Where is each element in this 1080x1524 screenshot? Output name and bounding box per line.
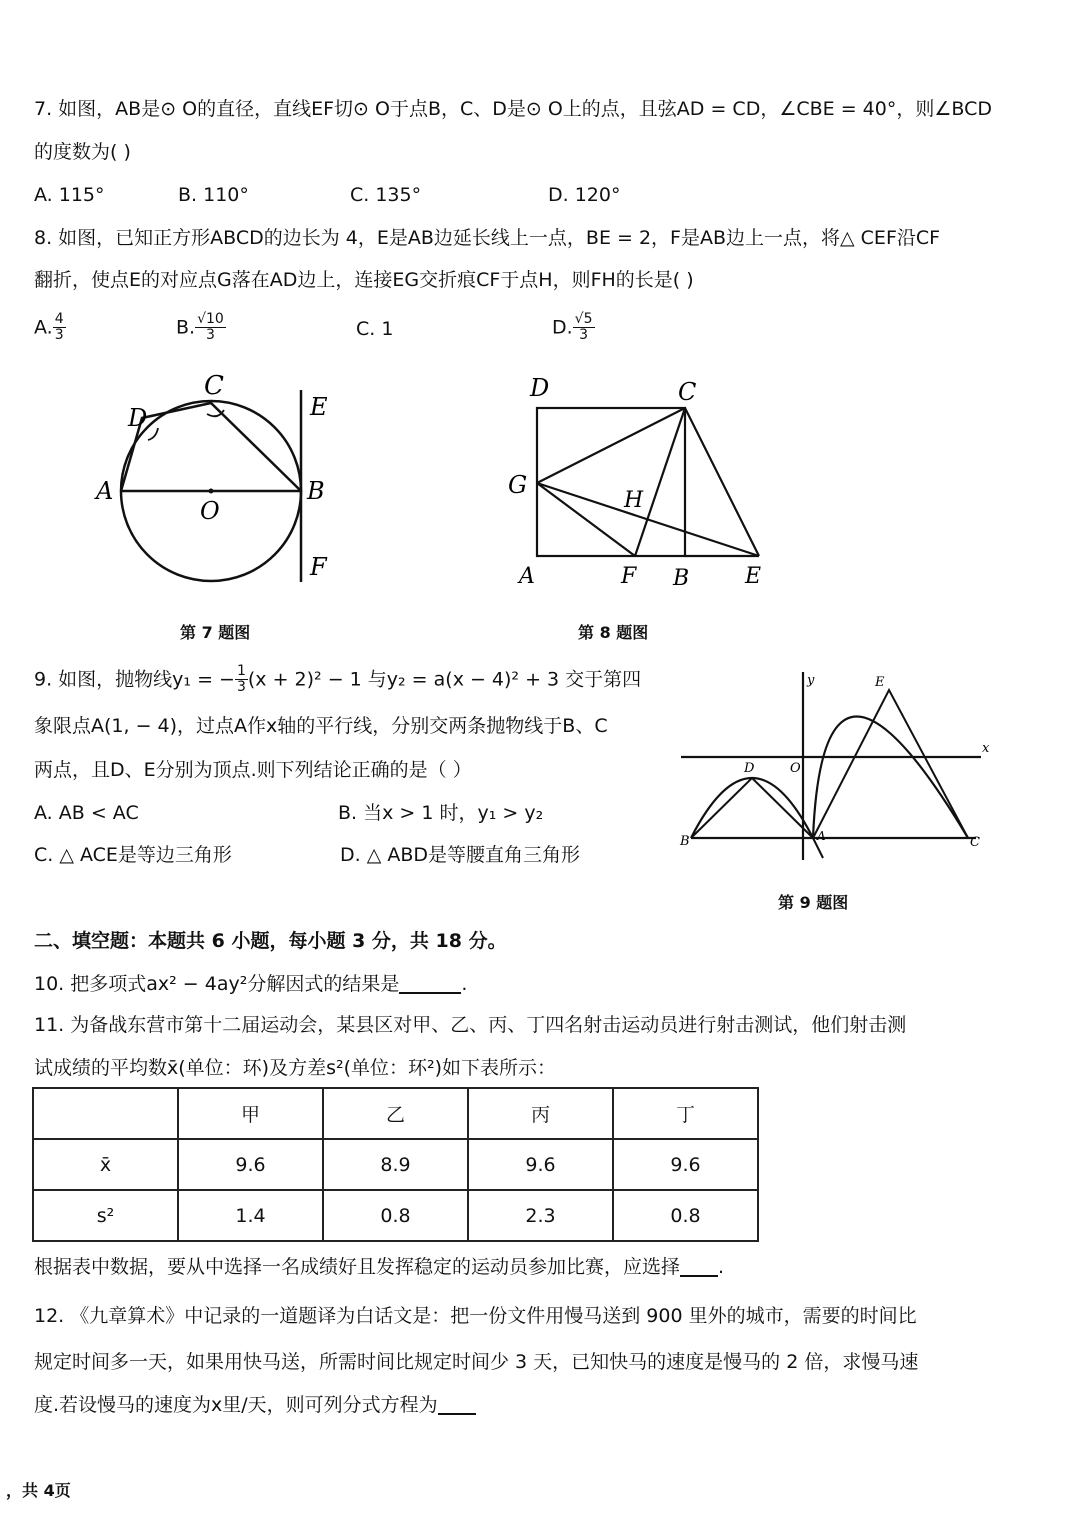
q7-option-a: A. 115° [34,184,105,206]
fig9-label-e: E [875,675,885,690]
table-cell: 0.8 [613,1190,758,1241]
q12-stem-line1: 12. 《九章算术》中记录的一道题译为白话文是：把一份文件用慢马送到 900 里外的城市，需要的时间比 [34,1305,917,1327]
fig8-label-e: E [745,564,762,589]
table-header-cell: 丙 [468,1088,613,1139]
table-row [33,1139,758,1190]
fig8-label-b: B [673,566,690,591]
fig9-label-x: x [982,741,990,756]
q11-answer-blank[interactable] [680,1257,718,1277]
section-2-heading: 二、填空题：本题共 6 小题，每小题 3 分，共 18 分。 [34,930,507,952]
table-cell: s² [33,1190,178,1241]
fig7-label-f: F [310,553,327,581]
figure-7-circle-diagram [90,370,350,600]
table-cell: 8.9 [323,1139,468,1190]
table-cell: 0.8 [323,1190,468,1241]
q9-stem-line2: 象限点A(1, − 4)，过点A作x轴的平行线，分别交两条抛物线于B、C [34,715,608,737]
fig8-label-d: D [530,374,550,402]
q7-stem-line2: 的度数为( ) [34,141,131,163]
figure-9-caption: 第 9 题图 [778,893,849,912]
q11-question: 根据表中数据，要从中选择一名成绩好且发挥稳定的运动员参加比赛，应选择 . [34,1256,725,1278]
q8-option-a: A. $\frac{4}{3}$ [34,311,64,344]
table-cell: 1.4 [178,1190,323,1241]
q9-stem-line1: 9. 如图，抛物线y₁ = − $\frac{1}{3}$ (x + 2)² − 1 与y₂ = a(x − 4)² + 3 交于第四 [34,663,642,696]
fig9-label-c: C [970,835,980,850]
table-header-cell [33,1088,178,1139]
q9-option-c: C. △ ACE是等边三角形 [34,844,232,866]
fig8-label-c: C [678,378,697,406]
q11-stem-line2: 试成绩的平均数x̄(单位：环)及方差s²(单位：环²)如下表所示： [34,1057,557,1079]
table-cell: 9.6 [468,1139,613,1190]
fig9-label-b: B [680,834,690,849]
fig7-label-e: E [310,393,328,421]
q7-option-b: B. 110° [178,184,249,206]
q8-option-c: C. 1 [356,318,394,340]
fig9-label-y: y [807,673,815,688]
table-header-cell: 丁 [613,1088,758,1139]
table-cell: 9.6 [178,1139,323,1190]
q8-option-b: B. $\frac{√10}{3}$ [176,311,224,344]
fig8-label-f: F [621,564,637,589]
fig7-label-d: D [128,404,148,432]
fig8-label-h: H [624,488,644,513]
q9-option-d: D. △ ABD是等腰直角三角形 [340,844,581,866]
fig9-label-d: D [744,761,755,776]
table-header-cell: 甲 [178,1088,323,1139]
q12-answer-blank[interactable] [438,1395,476,1415]
q8-option-d: D. $\frac{√5}{3}$ [552,311,593,344]
q11-score-table [32,1087,759,1242]
fig8-label-a: A [519,564,535,589]
fig7-label-o: O [200,497,220,525]
table-header-row [33,1088,758,1139]
fig8-label-g: G [508,471,528,499]
q9-option-a: A. AB < AC [34,802,139,824]
q7-option-c: C. 135° [350,184,422,206]
figure-9-parabola-diagram [676,660,1006,870]
fig7-label-c: C [204,371,224,401]
table-cell: x̄ [33,1139,178,1190]
page-footer: ，共 4页 [6,1481,71,1500]
fig7-label-a: A [96,477,114,505]
figure-7-caption: 第 7 题图 [180,623,251,642]
q10-answer-blank[interactable] [399,974,461,994]
q8-stem-line1: 8. 如图，已知正方形ABCD的边长为 4，E是AB边延长线上一点，BE = 2，F是AB边上一点，将△ CEF沿CF [34,227,941,249]
q11-stem-line1: 11. 为备战东营市第十二届运动会，某县区对甲、乙、丙、丁四名射击运动员进行射击测试，他们射击测 [34,1014,907,1036]
fig7-label-b: B [307,477,325,505]
q12-stem-line3: 度.若设慢马的速度为x里/天，则可列分式方程为 [34,1395,476,1415]
q7-option-d: D. 120° [548,184,621,206]
figure-8-caption: 第 8 题图 [578,623,649,642]
fig9-label-a: A [817,829,826,843]
table-cell: 9.6 [613,1139,758,1190]
table-row [33,1190,758,1241]
q12-stem-line2: 规定时间多一天，如果用快马送，所需时间比规定时间少 3 天，已知快马的速度是慢马的 2 倍，求慢马速 [34,1351,919,1373]
q9-stem-line3: 两点，且D、E分别为顶点.则下列结论正确的是（ ） [34,759,472,781]
q9-option-b: B. 当x > 1 时，y₁ > y₂ [338,802,544,824]
figure-8-square-diagram [500,370,780,600]
fig9-label-o: O [790,761,801,776]
q8-stem-line2: 翻折，使点E的对应点G落在AD边上，连接EG交折痕CF于点H，则FH的长是( ) [34,269,694,291]
q7-stem-line1: 7. 如图，AB是⊙ O的直径，直线EF切⊙ O于点B，C、D是⊙ O上的点，且弦AD = CD，∠CBE = 40°，则∠BCD [34,98,992,120]
table-header-cell: 乙 [323,1088,468,1139]
table-cell: 2.3 [468,1190,613,1241]
q10-stem: 10. 把多项式ax² − 4ay²分解因式的结果是 . [34,973,468,995]
